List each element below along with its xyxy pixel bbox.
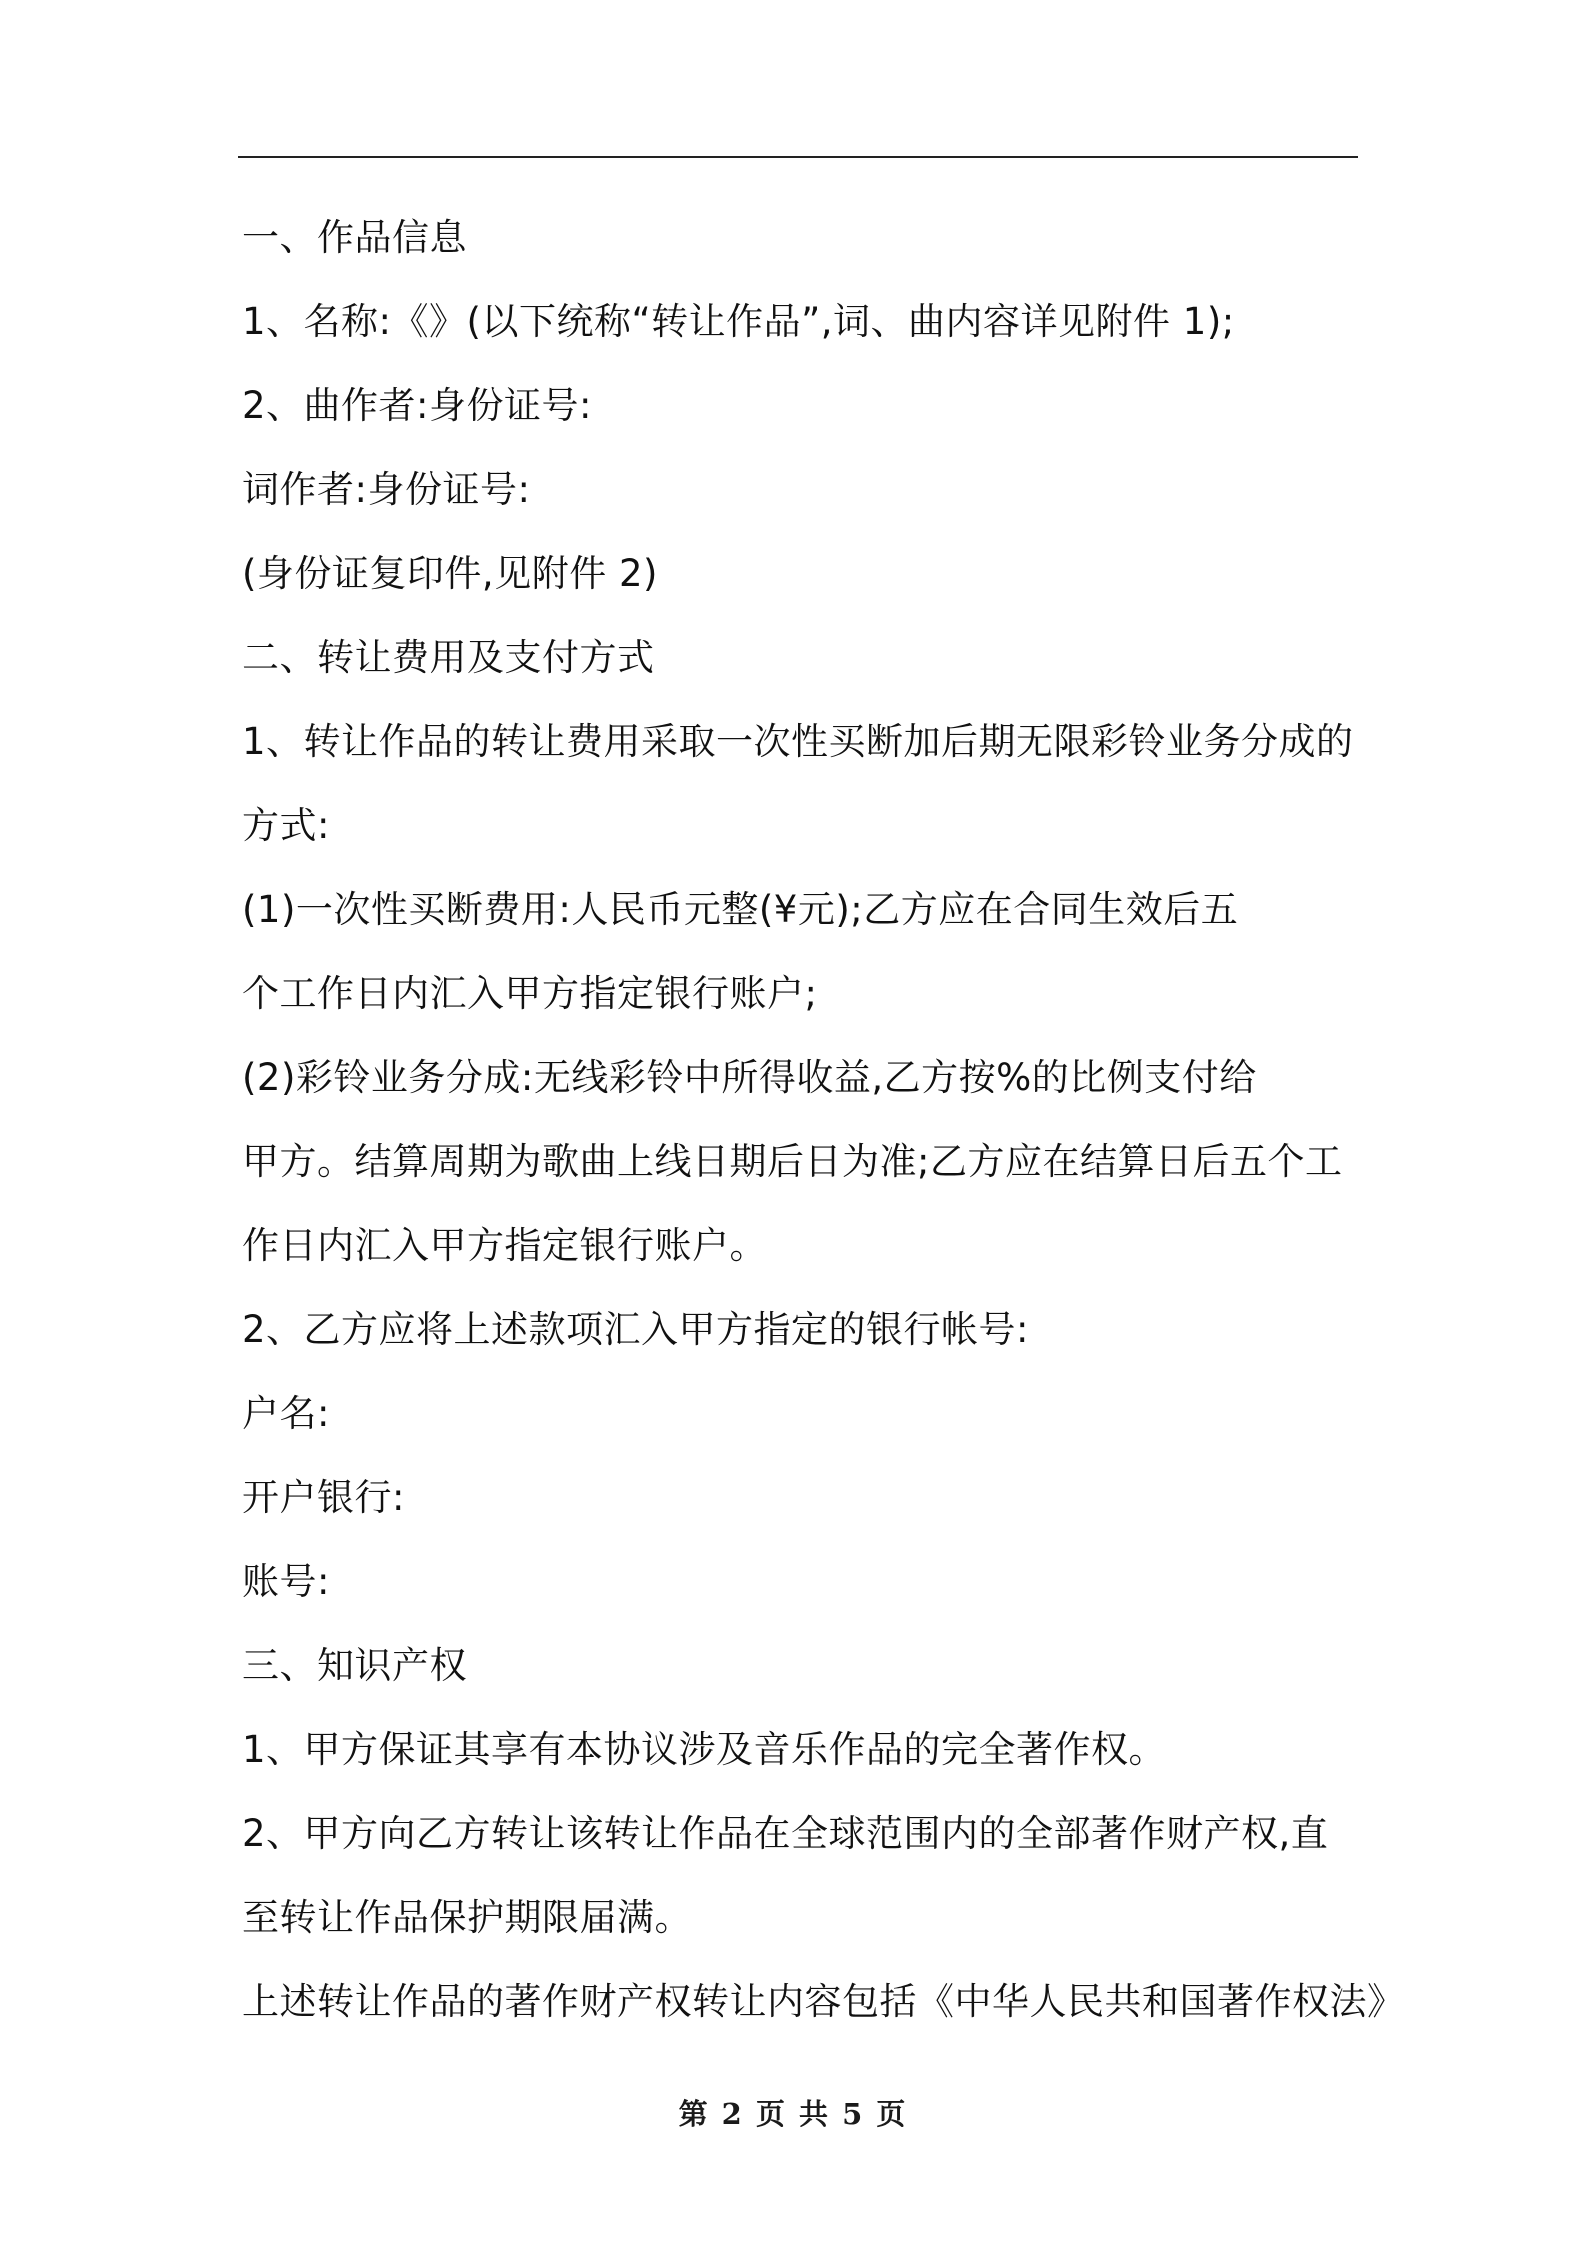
paragraph-line: 上述转让作品的著作财产权转让内容包括《中华人民共和国著作权法》 <box>242 1980 1405 2023</box>
section-heading-ip: 三、知识产权 <box>242 1644 467 1687</box>
paragraph-line: (身份证复印件,见附件 2) <box>242 552 658 595</box>
account-name-field: 户名: <box>242 1392 330 1435</box>
page-number-footer: 第 2 页 共 5 页 <box>678 2097 908 2131</box>
paragraph-line: 词作者:身份证号: <box>242 468 531 511</box>
paragraph-line: 至转让作品保护期限届满。 <box>242 1896 692 1939</box>
bank-field: 开户银行: <box>242 1476 405 1519</box>
paragraph-line: 甲方。结算周期为歌曲上线日期后日为准;乙方应在结算日后五个工 <box>242 1140 1343 1183</box>
paragraph-line: (1)一次性买断费用:人民币元整(¥元);乙方应在合同生效后五 <box>242 888 1239 931</box>
section-heading-work-info: 一、作品信息 <box>242 216 467 259</box>
paragraph-line: (2)彩铃业务分成:无线彩铃中所得收益,乙方按%的比例支付给 <box>242 1056 1257 1099</box>
account-number-field: 账号: <box>242 1560 330 1603</box>
paragraph-line: 1、转让作品的转让费用采取一次性买断加后期无限彩铃业务分成的 <box>242 720 1354 763</box>
paragraph-line: 方式: <box>242 804 330 847</box>
document-body <box>242 196 1405 2044</box>
header-rule <box>238 156 1358 158</box>
paragraph-line: 作日内汇入甲方指定银行账户。 <box>242 1224 767 1267</box>
section-heading-fees: 二、转让费用及支付方式 <box>242 636 655 679</box>
paragraph-line: 1、甲方保证其享有本协议涉及音乐作品的完全著作权。 <box>242 1728 1167 1771</box>
paragraph-line: 1、名称:《》(以下统称“转让作品”,词、曲内容详见附件 1); <box>242 300 1235 343</box>
paragraph-line: 2、甲方向乙方转让该转让作品在全球范围内的全部著作财产权,直 <box>242 1812 1329 1855</box>
paragraph-line: 2、曲作者:身份证号: <box>242 384 592 427</box>
paragraph-line: 个工作日内汇入甲方指定银行账户; <box>242 972 818 1015</box>
paragraph-line: 2、乙方应将上述款项汇入甲方指定的银行帐号: <box>242 1308 1030 1351</box>
